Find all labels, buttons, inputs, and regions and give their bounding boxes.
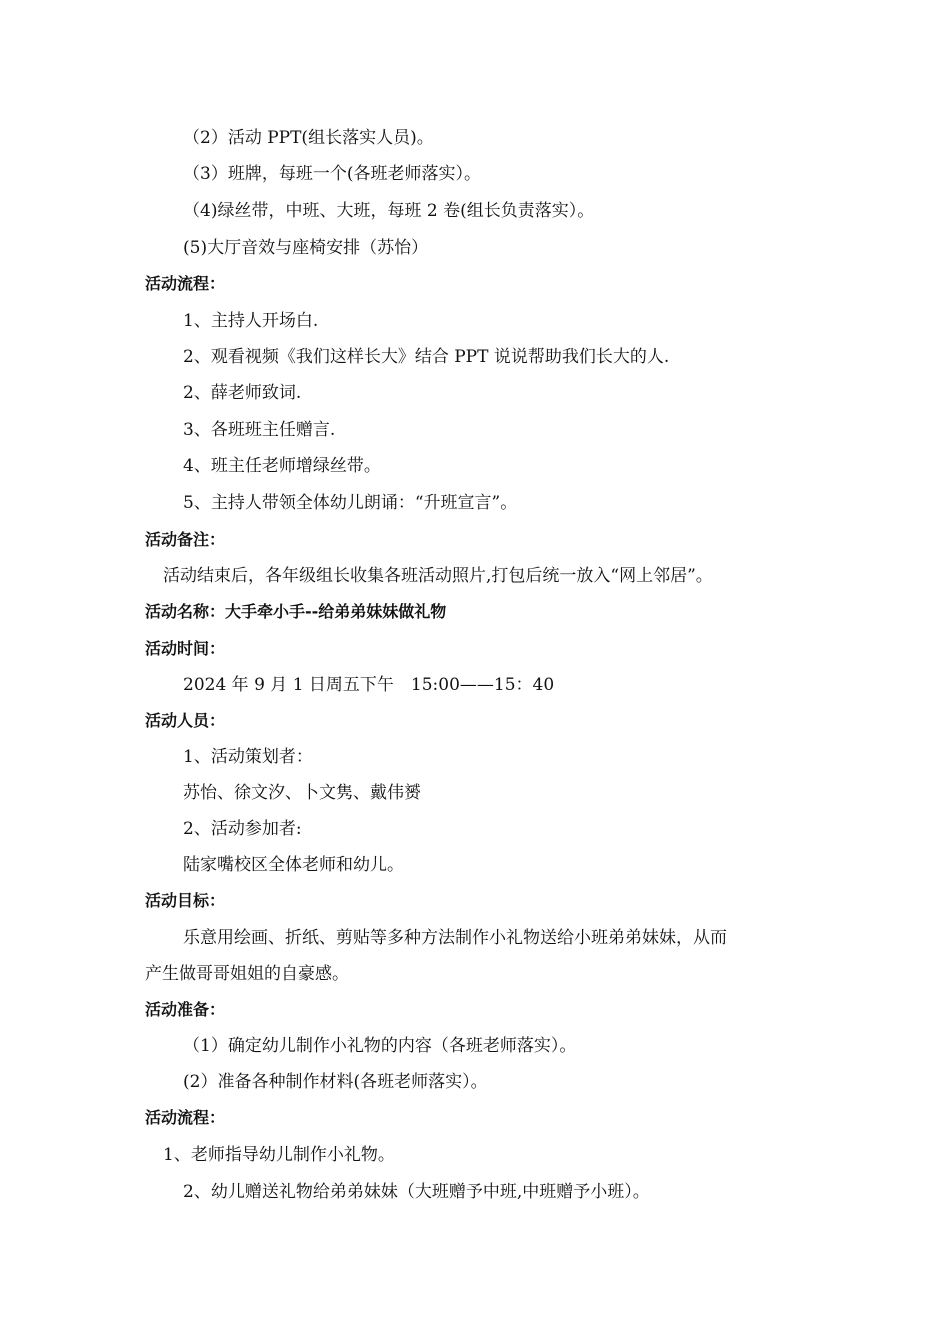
planners-text: 苏怡、徐文汐、卜文隽、戴伟赟 <box>183 783 421 803</box>
activity-time-text: 2024 年 9 月 1 日周五下午 15:00——15：40 <box>183 675 555 695</box>
people-item: 2、活动参加者: <box>183 819 302 839</box>
section-heading-people: 活动人员： <box>145 711 226 730</box>
activity-name-heading: 活动名称：大手牵小手--给弟弟妹妹做礼物 <box>145 602 447 621</box>
prep-item-5: (5)大厅音效与座椅安排（苏怡） <box>183 238 429 258</box>
process-step: 2、薛老师致词. <box>183 383 302 403</box>
section-heading-notes: 活动备注： <box>145 530 226 549</box>
notes-text: 活动结束后，各年级组长收集各班活动照片,打包后统一放入“网上邻居”。 <box>163 566 713 586</box>
process-step: 2、幼儿赠送礼物给弟弟妹妹（大班赠予中班,中班赠予小班）。 <box>183 1182 650 1202</box>
goals-text: 乐意用绘画、折纸、剪贴等多种方法制作小礼物送给小班弟弟妹妹，从而 <box>183 928 727 948</box>
prep-item: (2）准备各种制作材料(各班老师落实）。 <box>183 1072 488 1092</box>
section-heading-process-2: 活动流程： <box>145 1108 226 1127</box>
section-heading-prep: 活动准备： <box>145 1000 226 1019</box>
prep-item-2: （2）活动 PPT(组长落实人员)。 <box>183 128 434 148</box>
process-step: 3、各班班主任赠言. <box>183 420 336 440</box>
process-step: 1、主持人开场白. <box>183 311 319 331</box>
section-heading-goals: 活动目标： <box>145 891 226 910</box>
process-step: 5、主持人带领全体幼儿朗诵：“升班宣言”。 <box>183 493 518 513</box>
prep-item-3: （3）班牌，每班一个(各班老师落实）。 <box>183 164 481 184</box>
section-heading-process: 活动流程： <box>145 274 226 293</box>
people-item: 1、活动策划者： <box>183 747 313 767</box>
process-step: 2、观看视频《我们这样长大》结合 PPT 说说帮助我们长大的人. <box>183 347 670 367</box>
process-step: 4、班主任老师增绿丝带。 <box>183 456 381 476</box>
goals-text-continued: 产生做哥哥姐姐的自豪感。 <box>145 964 349 984</box>
participants-text: 陆家嘴校区全体老师和幼儿。 <box>183 855 404 875</box>
process-step: 1、老师指导幼儿制作小礼物。 <box>163 1145 395 1165</box>
section-heading-time: 活动时间： <box>145 639 226 658</box>
prep-item-4: （4)绿丝带，中班、大班，每班 2 卷(组长负责落实）。 <box>183 201 595 221</box>
prep-item: （1）确定幼儿制作小礼物的内容（各班老师落实）。 <box>183 1036 577 1056</box>
